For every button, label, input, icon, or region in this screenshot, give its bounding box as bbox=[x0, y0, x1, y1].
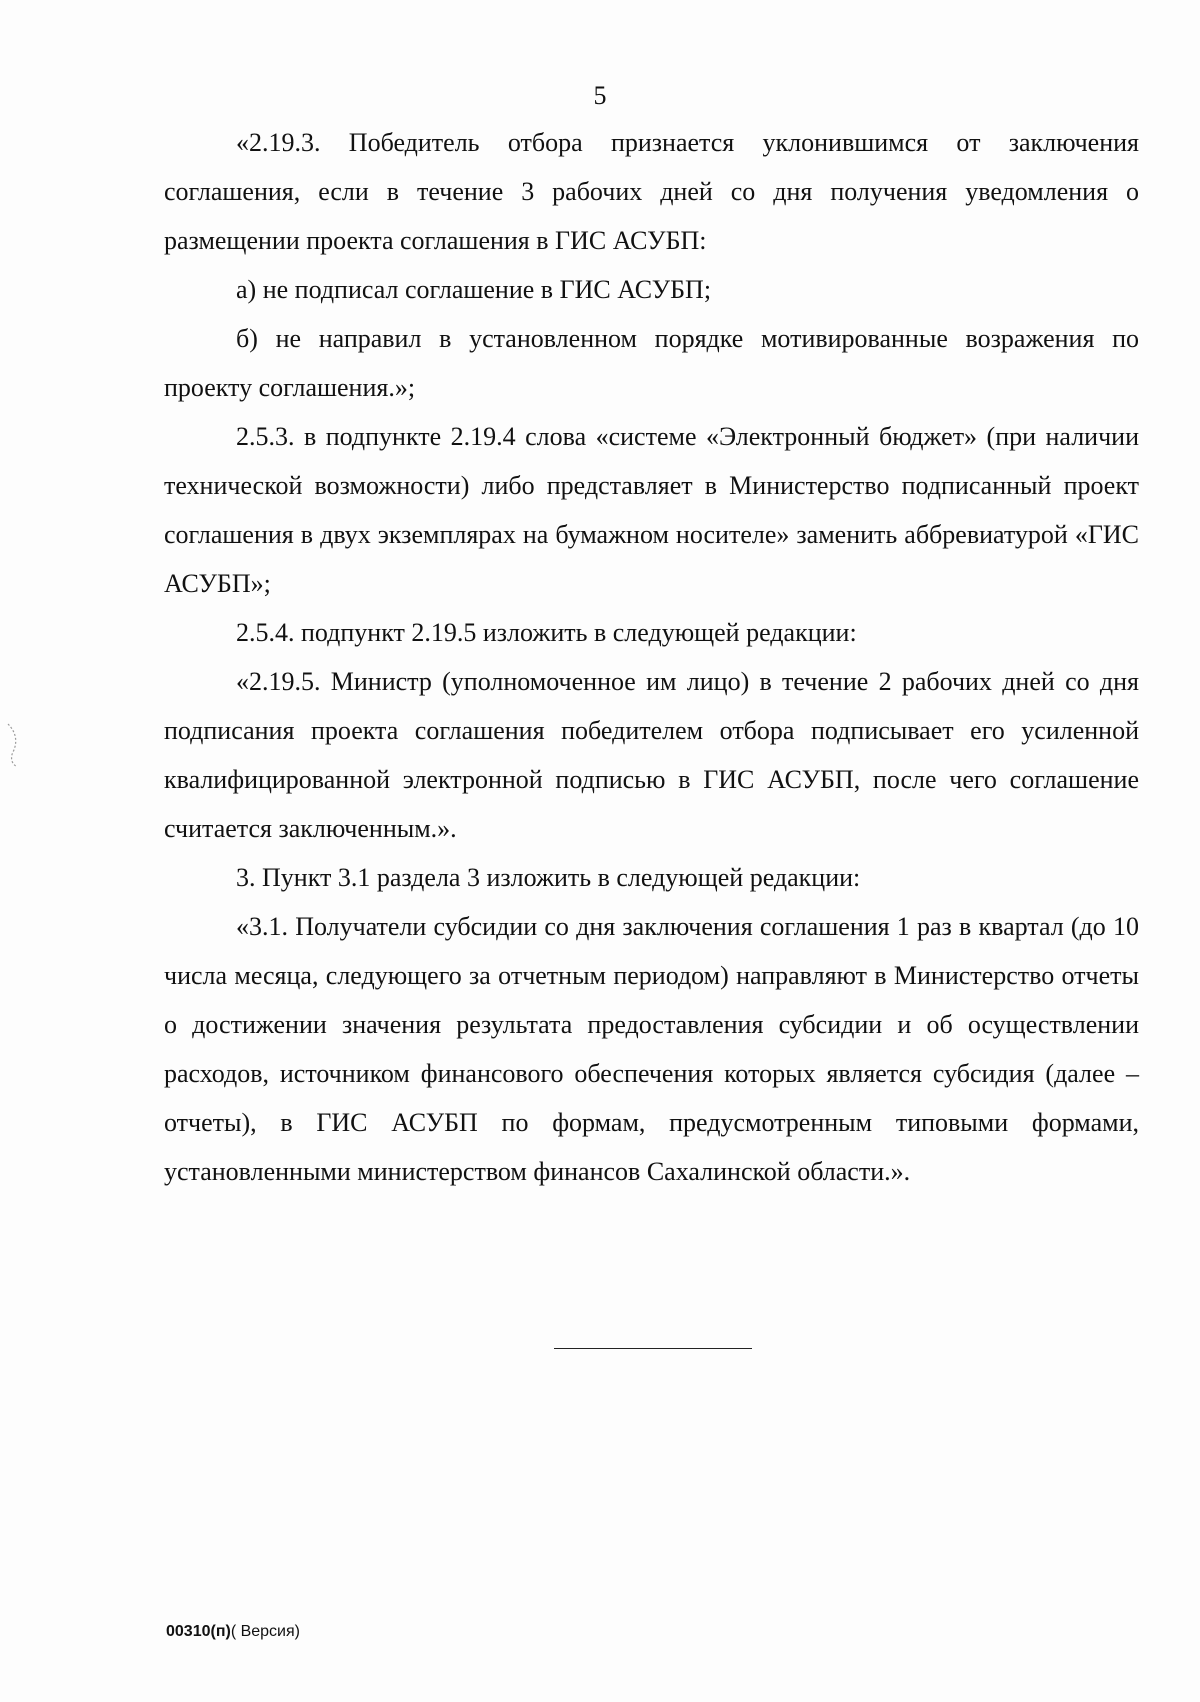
end-separator-line bbox=[554, 1348, 752, 1349]
scan-margin-mark-icon bbox=[4, 722, 22, 768]
paragraph-2-5-3: 2.5.3. в подпункте 2.19.4 слова «системе «Электронный бюджет» (при наличии технической возможности) либо представляет в Министерство подписанный проект соглашения в двух экземплярах на бумажном носителе» заменить аббревиатурой «ГИС АСУБП»; bbox=[164, 422, 1139, 598]
paragraph-2-19-5: «2.19.5. Министр (уполномоченное им лицо) в течение 2 рабочих дней со дня подписания проекта соглашения победителем отбора подписывает его усиленной квалифицированной электронной подписью в ГИС АСУБП, после чего соглашение считается заключенным.». bbox=[164, 667, 1139, 843]
document-body bbox=[164, 118, 1139, 1196]
paragraph-2-19-3: «2.19.3. Победитель отбора признается уклонившимся от заключения соглашения, если в течение 3 рабочих дней со дня получения уведомления о размещении проекта соглашения в ГИС АСУБП: bbox=[164, 128, 1139, 255]
footer-code: 00310(п) bbox=[166, 1623, 231, 1640]
paragraph-3-1: «3.1. Получатели субсидии со дня заключения соглашения 1 раз в квартал (до 10 числа месяца, следующего за отчетным периодом) направляют в Министерство отчеты о достижении значения результата предоставления субсидии и об осуществлении расходов, источником финансового обеспечения которых является субсидия (далее – отчеты), в ГИС АСУБП по формам, предусмотренным типовыми формами, установленными министерством финансов Сахалинской области.». bbox=[164, 912, 1139, 1186]
footer-version: ( Версия) bbox=[230, 1623, 300, 1640]
paragraph-item-a: а) не подписал соглашение в ГИС АСУБП; bbox=[236, 275, 712, 304]
footer-document-code bbox=[166, 1622, 300, 1642]
paragraph-item-b: б) не направил в установленном порядке мотивированные возражения по проекту соглашения.»; bbox=[164, 324, 1139, 402]
paragraph-2-5-4: 2.5.4. подпункт 2.19.5 изложить в следующей редакции: bbox=[236, 618, 857, 647]
paragraph-3: 3. Пункт 3.1 раздела 3 изложить в следующей редакции: bbox=[236, 863, 861, 892]
page-number: 5 bbox=[593, 81, 607, 110]
